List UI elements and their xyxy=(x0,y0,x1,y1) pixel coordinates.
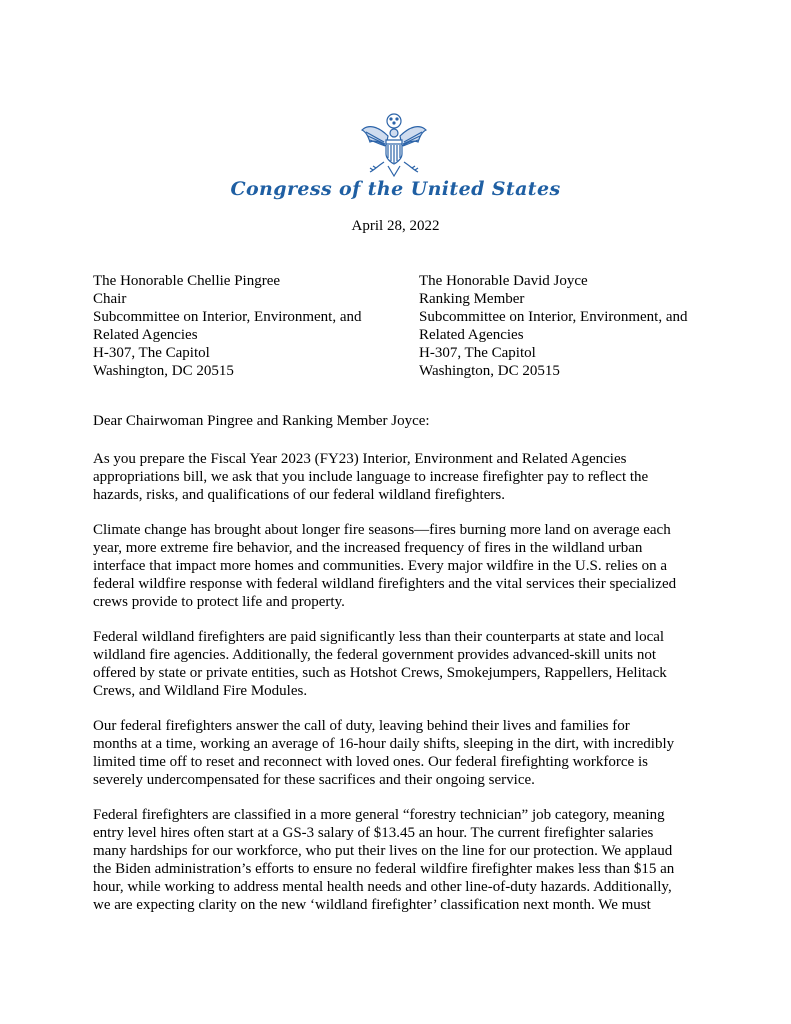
recipient-title: Chair xyxy=(93,291,127,307)
text-line: appropriations bill, we ask that you include language to increase firefighter pay to reflect the xyxy=(93,469,649,485)
recipient-address-chair xyxy=(93,272,362,380)
text-line: wildland fire agencies. Additionally, the federal government provides advanced-skill units not xyxy=(93,647,657,663)
text-line: the Biden administration’s efforts to ensure no federal wildfire firefighter makes less than $15 an xyxy=(93,861,675,877)
recipient-committee-cont: Related Agencies xyxy=(93,327,198,343)
recipient-committee-cont: Related Agencies xyxy=(419,327,524,343)
text-line: Federal wildland firefighters are paid significantly less than their counterparts at state and local xyxy=(93,629,665,645)
recipient-address-ranking-member xyxy=(419,272,688,380)
text-line: hazards, risks, and qualifications of our federal wildland firefighters. xyxy=(93,487,505,503)
text-line: crews provide to protect life and property. xyxy=(93,594,345,610)
text-line: interface that impact more homes and communities. Every major wildfire in the U.S. relies on a xyxy=(93,558,667,574)
text-line: offered by state or private entities, such as Hotshot Crews, Smokejumpers, Rappellers, Helitack xyxy=(93,665,667,681)
paragraph xyxy=(93,521,705,611)
paragraph xyxy=(93,628,705,700)
text-line: federal wildfire response with federal wildland firefighters and the vital services their specialized xyxy=(93,576,677,592)
text-line: Federal firefighters are classified in a more general “forestry technician” job category, meaning xyxy=(93,807,665,823)
recipient-city: Washington, DC 20515 xyxy=(419,363,560,379)
text-line: Our federal firefighters answer the call of duty, leaving behind their lives and families for xyxy=(93,718,630,734)
recipient-committee: Subcommittee on Interior, Environment, and xyxy=(419,309,688,325)
text-line: limited time off to reset and reconnect with loved ones. Our federal firefighting workforce is xyxy=(93,754,648,770)
text-line: many hardships for our workforce, who put their lives on the line for our protection. We applaud xyxy=(93,843,673,859)
recipient-name: The Honorable Chellie Pingree xyxy=(93,273,281,289)
paragraph xyxy=(93,717,705,789)
recipient-committee: Subcommittee on Interior, Environment, and xyxy=(93,309,362,325)
recipient-city: Washington, DC 20515 xyxy=(93,363,234,379)
letter-date: April 28, 2022 xyxy=(351,218,440,234)
text-line: Crews, and Wildland Fire Modules. xyxy=(93,683,308,699)
great-seal-eagle-icon xyxy=(358,112,430,180)
text-line: entry level hires often start at a GS-3 salary of $13.45 an hour. The current firefighter salaries xyxy=(93,825,654,841)
text-line: we are expecting clarity on the new ‘wildland firefighter’ classification next month. We must xyxy=(93,897,651,913)
text-line: severely undercompensated for these sacrifices and their ongoing service. xyxy=(93,772,535,788)
text-line: As you prepare the Fiscal Year 2023 (FY23) Interior, Environment and Related Agencies xyxy=(93,451,627,467)
letterhead-title: Congress of the United States xyxy=(230,178,561,200)
text-line: Climate change has brought about longer fire seasons—fires burning more land on average each xyxy=(93,522,671,538)
paragraph xyxy=(93,450,705,504)
recipient-title: Ranking Member xyxy=(419,291,525,307)
salutation: Dear Chairwoman Pingree and Ranking Member Joyce: xyxy=(93,413,430,429)
recipient-office: H-307, The Capitol xyxy=(93,345,210,361)
letter-body xyxy=(93,450,705,931)
text-line: months at a time, working an average of 16-hour daily shifts, sleeping in the dirt, with incredibly xyxy=(93,736,675,752)
recipient-office: H-307, The Capitol xyxy=(419,345,536,361)
text-line: hour, while working to address mental health needs and other line-of-duty hazards. Additionally, xyxy=(93,879,672,895)
recipient-name: The Honorable David Joyce xyxy=(419,273,588,289)
paragraph xyxy=(93,806,705,914)
text-line: year, more extreme fire behavior, and the increased frequency of fires in the wildland urban xyxy=(93,540,643,556)
